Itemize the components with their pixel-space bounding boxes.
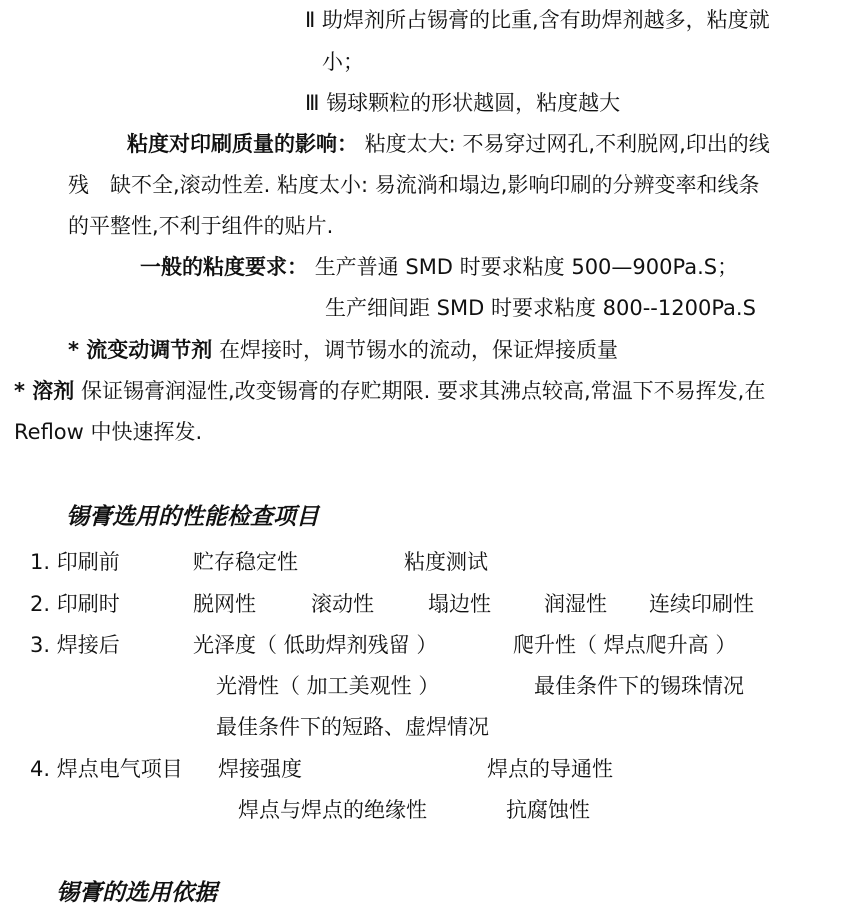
- print-quality-label: 粘度对印刷质量的影响：: [127, 132, 358, 156]
- row3-item-3: 光滑性（ 加工美观性 ）: [216, 674, 440, 698]
- row2-item-3: 塌边性: [428, 592, 491, 616]
- viscosity-factor-2: Ⅱ 助焊剂所占锡膏的比重,含有助焊剂越多，粘度就: [305, 8, 770, 32]
- rheology-item: [68, 336, 618, 364]
- row2-item-2: 滚动性: [311, 592, 374, 616]
- row4-item-3: 焊点与焊点的绝缘性: [238, 798, 427, 822]
- requirement-line2: 生产细间距 SMD 时要求粘度 800--1200Pa.S: [325, 296, 756, 320]
- row3-item-4: 最佳条件下的锡珠情况: [534, 674, 744, 698]
- row2-label: 2. 印刷时: [30, 592, 120, 616]
- row2-item-5: 连续印刷性: [649, 592, 754, 616]
- row2-item-4: 润湿性: [544, 592, 607, 616]
- row4-label: 4. 焊点电气项目: [30, 757, 183, 781]
- viscosity-factor-2-cont: 小；: [322, 50, 364, 74]
- row4-item-2: 焊点的导通性: [487, 757, 613, 781]
- selection-heading: 锡膏的选用依据: [56, 880, 217, 906]
- row3-label: 3. 焊接后: [30, 633, 120, 657]
- inspection-heading: 锡膏选用的性能检查项目: [66, 504, 319, 530]
- viscosity-factor-3: Ⅲ 锡球颗粒的形状越圆，粘度越大: [305, 91, 621, 115]
- print-quality-paragraph: [127, 130, 770, 158]
- requirement-label: 一般的粘度要求：: [140, 255, 308, 279]
- viscosity-requirement: [140, 253, 738, 281]
- row3-item-1: 光泽度（ 低助焊剂残留 ）: [193, 633, 438, 657]
- rheology-text: 在焊接时，调节锡水的流动，保证焊接质量: [218, 338, 618, 362]
- row3-item-5: 最佳条件下的短路、虚焊情况: [216, 715, 489, 739]
- row1-item-2: 粘度测试: [404, 550, 488, 574]
- solvent-item: [14, 377, 765, 405]
- print-quality-line2: 残 缺不全,滚动性差. 粘度太小: 易流淌和塌边,影响印刷的分辨变率和线条: [68, 173, 760, 197]
- print-quality-text: 粘度太大: 不易穿过网孔,不利脱网,印出的线: [364, 132, 770, 156]
- row1-label: 1. 印刷前: [30, 550, 120, 574]
- row1-item-1: 贮存稳定性: [193, 550, 298, 574]
- requirement-line1: 生产普通 SMD 时要求粘度 500—900Pa.S；: [314, 255, 739, 279]
- row2-item-1: 脱网性: [193, 592, 256, 616]
- row4-item-1: 焊接强度: [218, 757, 302, 781]
- solvent-text: 保证锡膏润湿性,改变锡膏的存贮期限. 要求其沸点较高,常温下不易挥发,在: [80, 379, 766, 403]
- solvent-label: * 溶剂: [14, 379, 75, 403]
- solvent-line2: Reflow 中快速挥发.: [14, 420, 203, 444]
- row4-item-4: 抗腐蚀性: [506, 798, 590, 822]
- row3-item-2: 爬升性（ 焊点爬升高 ）: [513, 633, 737, 657]
- print-quality-line3: 的平整性,不利于组件的贴片.: [68, 214, 334, 238]
- rheology-label: * 流变动调节剂: [68, 338, 213, 362]
